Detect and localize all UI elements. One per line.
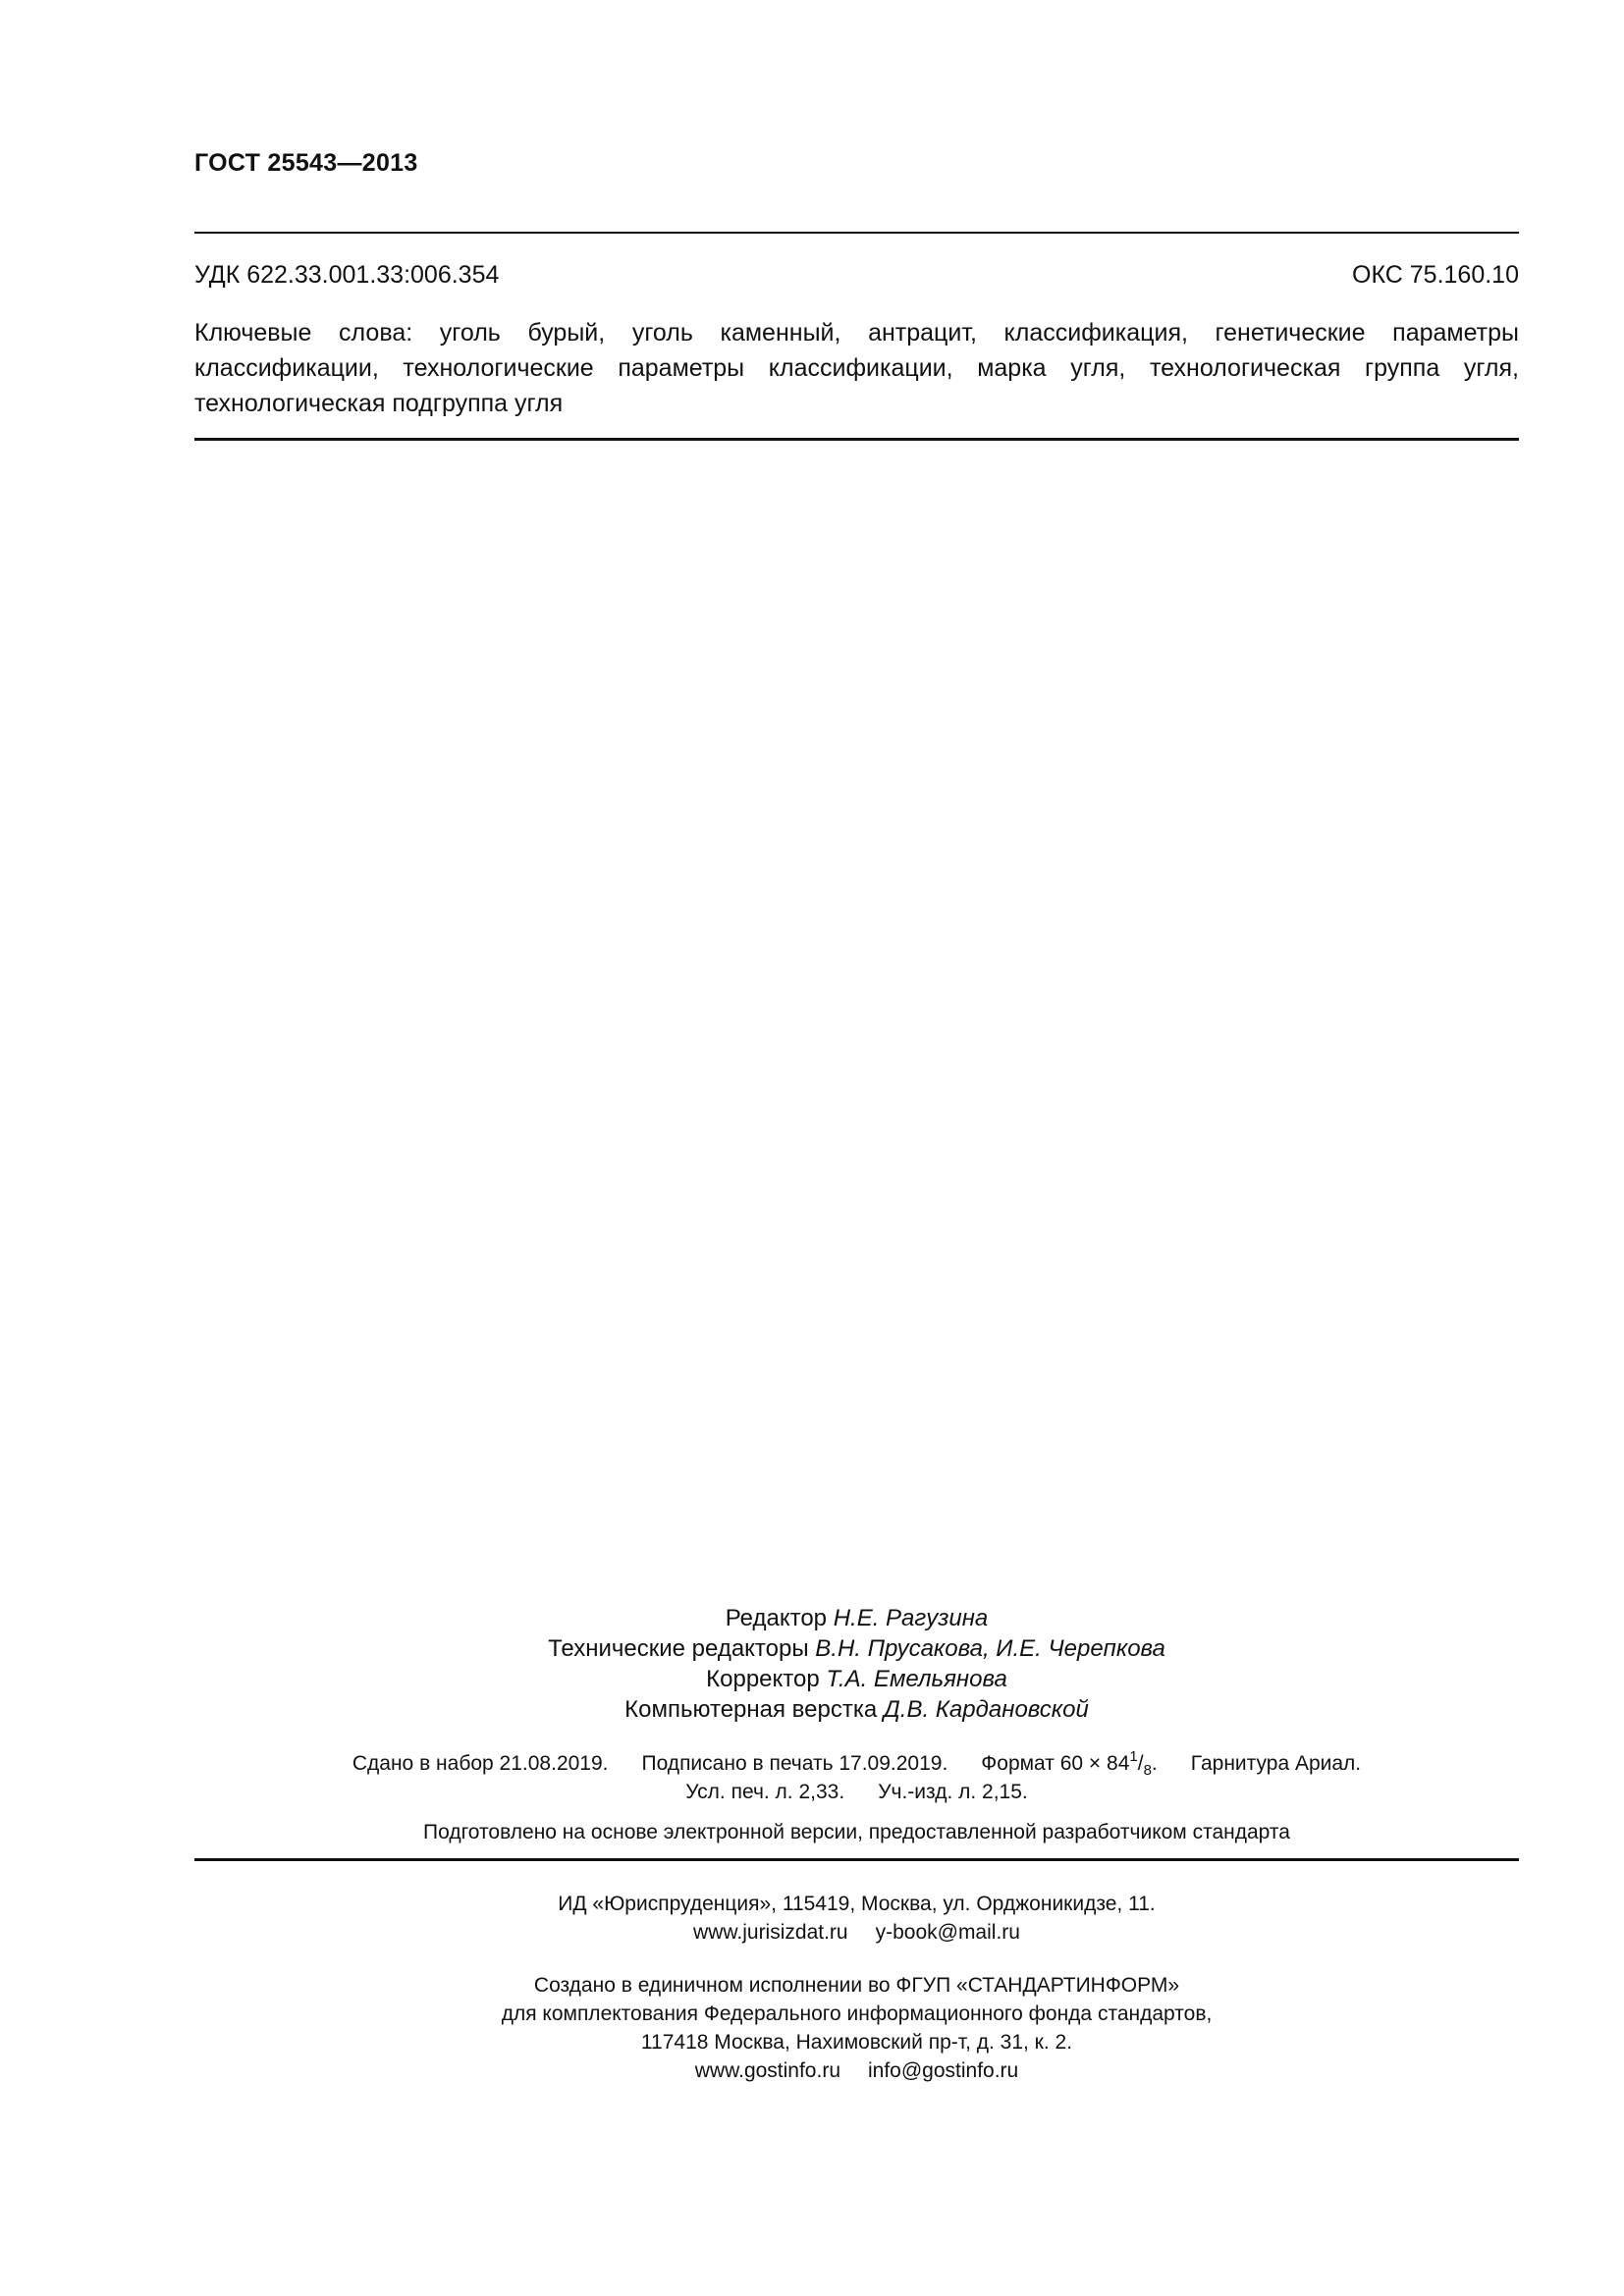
- credits-block: [194, 1603, 1519, 1725]
- tech-editors-names: В.Н. Прусакова, И.Е. Черепкова: [815, 1635, 1165, 1662]
- top-divider: [194, 232, 1519, 234]
- uch-izd: Уч.-изд. л. 2,15.: [878, 1781, 1028, 1803]
- creator-site: www.gostinfo.ru: [694, 2059, 840, 2082]
- editor-name: Н.Е. Рагузина: [833, 1605, 989, 1631]
- creator-email: info@gostinfo.ru: [868, 2059, 1019, 2082]
- submitted-date: Сдано в набор 21.08.2019.: [352, 1752, 609, 1775]
- paper-format: Формат $60 \times 84^1/_8$.: [981, 1748, 1158, 1779]
- publisher-contacts: [194, 1918, 1519, 1947]
- usl-pech: Усл. печ. л. 2,33.: [685, 1781, 845, 1803]
- publisher-block: [194, 1890, 1519, 1947]
- corrector-line: [194, 1664, 1519, 1694]
- keywords-paragraph: [194, 315, 1519, 421]
- signed-date: Подписано в печать 17.09.2019.: [641, 1752, 948, 1775]
- publisher-address: ИД «Юриспруденция», 115419, Москва, ул. Орджоникидзе, 11.: [558, 1893, 1156, 1915]
- corrector-name: Т.А. Емельянова: [826, 1666, 1007, 1692]
- tech-editors-label: Технические редакторы: [548, 1635, 809, 1662]
- publisher-site: www.jurisizdat.ru: [693, 1921, 848, 1944]
- udk-code: УДК 622.33.001.33:006.354: [194, 261, 500, 289]
- print-info-line-1: [194, 1749, 1519, 1778]
- oks-code: ОКС 75.160.10: [1352, 261, 1519, 289]
- creator-contacts: [194, 2056, 1519, 2085]
- creator-line-2: для комплектования Федерального информационного фонда стандартов,: [501, 2002, 1213, 2025]
- keywords-line-2: классификации, технологические параметры классификации, марка угля, технологическая группа угля,: [194, 354, 1519, 382]
- keywords-line-3: технологическая подгруппа угля: [194, 390, 564, 417]
- publisher-email: y-book@mail.ru: [875, 1921, 1020, 1944]
- print-info: [194, 1749, 1519, 1806]
- creator-block: [194, 1971, 1519, 2085]
- prepared-note: Подготовлено на основе электронной версии, предоставленной разработчиком стандарта: [423, 1821, 1290, 1843]
- layout-line: [194, 1694, 1519, 1725]
- creator-line-1: Создано в единичном исполнении во ФГУП «СТАНДАРТИНФОРМ»: [533, 1974, 1180, 1997]
- keywords-divider: [194, 438, 1519, 441]
- document-code: ГОСТ 25543—2013: [194, 149, 418, 177]
- tech-editors-line: [194, 1633, 1519, 1664]
- layout-label: Компьютерная верстка: [624, 1696, 878, 1723]
- typeface: Гарнитура Ариал.: [1190, 1752, 1362, 1775]
- publisher-divider: [194, 1858, 1519, 1861]
- layout-name: Д.В. Кардановской: [883, 1696, 1089, 1723]
- keywords-line-1: Ключевые слова: уголь бурый, уголь каменный, антрацит, классификация, генетические параметры: [194, 319, 1519, 347]
- creator-line-3: 117418 Москва, Нахимовский пр-т, д. 31, к. 2.: [640, 2031, 1073, 2054]
- print-info-line-2: [194, 1778, 1519, 1806]
- editor-line: [194, 1603, 1519, 1633]
- editor-label: Редактор: [725, 1605, 828, 1631]
- corrector-label: Корректор: [706, 1666, 820, 1692]
